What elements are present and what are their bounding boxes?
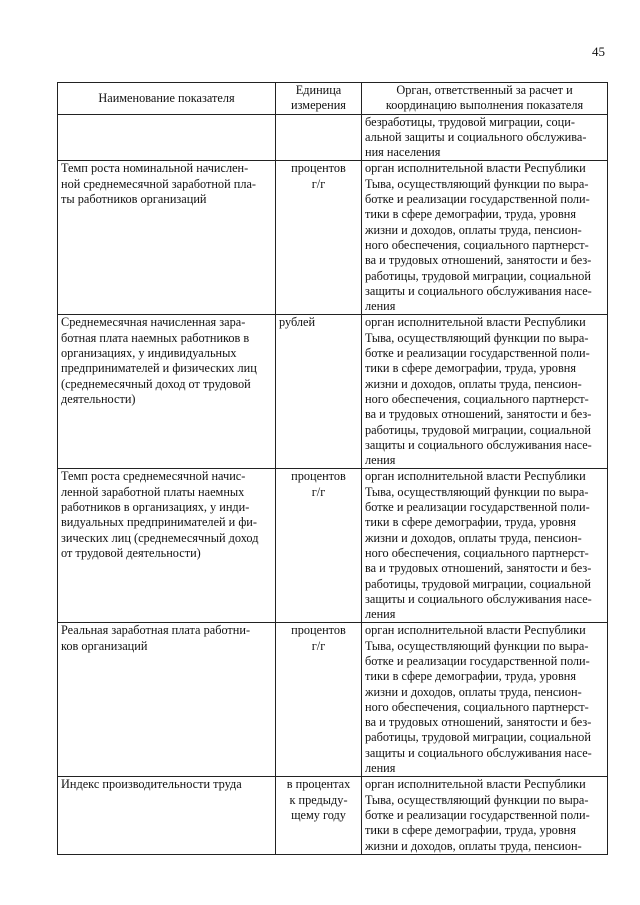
- responsible-organ-cell: орган исполнительной власти Республики Тыва, осуществляющий функции по выра- ботке и реализации государственной поли- тики в сфере демографии, труда, уровня жизни и доходов, оплаты труда, пенсион- ного обеспечения, социального партнерст- ва и трудовых отношений, занятости и без- работицы, трудовой миграции, социальной защиты и социального обслуживания насе- ления: [362, 623, 608, 777]
- unit-cell: [276, 114, 362, 161]
- indicator-name-cell: Темп роста номинальной начислен- ной среднемесячной заработной пла- ты работников организаций: [58, 161, 276, 315]
- header-unit: Единица измерения: [276, 83, 362, 115]
- table-row: [58, 161, 608, 315]
- unit-cell: процентов г/г: [276, 469, 362, 623]
- indicator-name-cell: Темп роста среднемесячной начис- ленной заработной платы наемных работников в организациях, у инди- видуальных предпринимателей и фи- зических лиц (среднемесячный доход от трудовой деятельности): [58, 469, 276, 623]
- table-header-row: [58, 83, 608, 115]
- table-row: [58, 777, 608, 854]
- indicator-name-cell: Индекс производительности труда: [58, 777, 276, 854]
- responsible-organ-cell: безработицы, трудовой миграции, соци- альной защиты и социального обслужива- ния населения: [362, 114, 608, 161]
- indicator-name-cell: [58, 114, 276, 161]
- indicator-name-cell: Среднемесячная начисленная зара- ботная плата наемных работников в организациях, у индивидуальных предпринимателей и физических лиц (среднемесячный доход от трудовой деятельности): [58, 315, 276, 469]
- table-row: [58, 469, 608, 623]
- unit-cell: процентов г/г: [276, 623, 362, 777]
- responsible-organ-cell: орган исполнительной власти Республики Тыва, осуществляющий функции по выра- ботке и реализации государственной поли- тики в сфере демографии, труда, уровня жизни и доходов, оплаты труда, пенсион- ного обеспечения, социального партнерст- ва и трудовых отношений, занятости и без- работицы, трудовой миграции, социальной защиты и социального обслуживания насе- ления: [362, 315, 608, 469]
- responsible-organ-cell: орган исполнительной власти Республики Тыва, осуществляющий функции по выра- ботке и реализации государственной поли- тики в сфере демографии, труда, уровня жизни и доходов, оплаты труда, пенсион- ного обеспечения, социального партнерст- ва и трудовых отношений, занятости и без- работицы, трудовой миграции, социальной защиты и социального обслуживания насе- ления: [362, 161, 608, 315]
- table-row: [58, 315, 608, 469]
- indicator-name-cell: Реальная заработная плата работни- ков организаций: [58, 623, 276, 777]
- header-responsible-organ: Орган, ответственный за расчет и координацию выполнения показателя: [362, 83, 608, 115]
- table-row: [58, 114, 608, 161]
- page-number: 45: [592, 44, 605, 59]
- table-row: [58, 623, 608, 777]
- unit-cell: рублей: [276, 315, 362, 469]
- header-indicator-name: Наименование показателя: [58, 83, 276, 115]
- indicators-table: [57, 82, 608, 855]
- unit-cell: в процентах к предыду- щему году: [276, 777, 362, 854]
- responsible-organ-cell: орган исполнительной власти Республики Тыва, осуществляющий функции по выра- ботке и реализации государственной поли- тики в сфере демографии, труда, уровня жизни и доходов, оплаты труда, пенсион-: [362, 777, 608, 854]
- unit-cell: процентов г/г: [276, 161, 362, 315]
- responsible-organ-cell: орган исполнительной власти Республики Тыва, осуществляющий функции по выра- ботке и реализации государственной поли- тики в сфере демографии, труда, уровня жизни и доходов, оплаты труда, пенсион- ного обеспечения, социального партнерст- ва и трудовых отношений, занятости и без- работицы, трудовой миграции, социальной защиты и социального обслуживания насе- ления: [362, 469, 608, 623]
